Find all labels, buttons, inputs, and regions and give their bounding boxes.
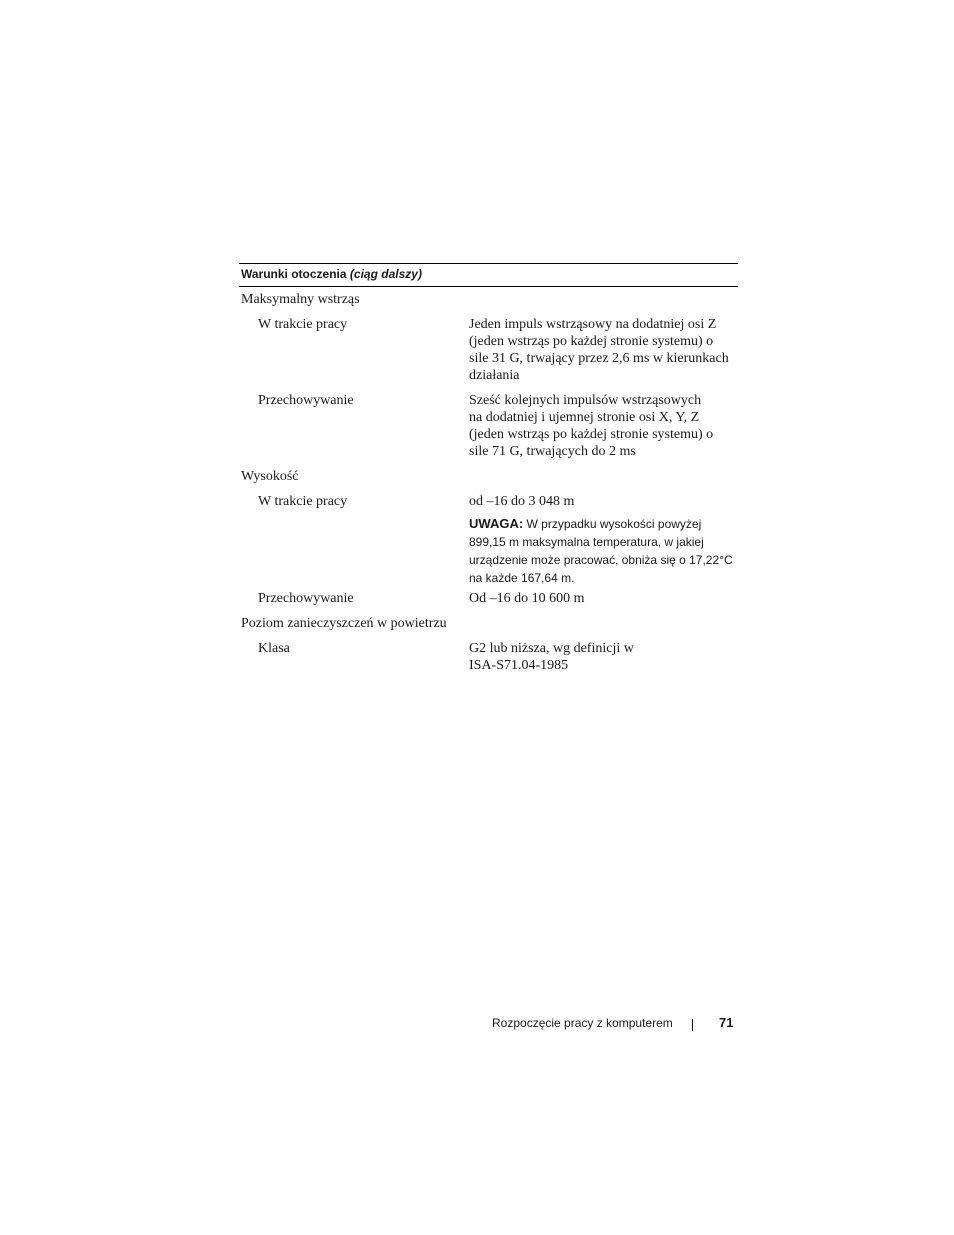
row-value xyxy=(469,493,739,587)
row-label: Klasa xyxy=(258,641,290,656)
environment-table xyxy=(239,263,738,673)
row-value xyxy=(469,392,739,460)
note-line: na każde 167,64 m. xyxy=(469,571,575,585)
page-number: 71 xyxy=(719,1015,734,1030)
section-title: Poziom zanieczyszczeń w powietrzu xyxy=(241,616,447,631)
row-value xyxy=(469,640,739,674)
value-line: działania xyxy=(469,368,520,383)
footer-separator xyxy=(692,1019,693,1031)
table-header-title: Warunki otoczenia xyxy=(241,267,347,281)
value-line: sile 71 G, trwających do 2 ms xyxy=(469,444,636,459)
row-value xyxy=(469,590,739,607)
value-line: G2 lub niższa, wg definicji w xyxy=(469,641,634,656)
row-label: W trakcie pracy xyxy=(258,317,348,332)
note xyxy=(469,515,739,587)
note-line: 899,15 m maksymalna temperatura, w jakiej xyxy=(469,535,704,549)
value-line: Od –16 do 10 600 m xyxy=(469,591,585,606)
row-value xyxy=(469,316,739,384)
value-line: na dodatniej i ujemnej stronie osi X, Y, Z xyxy=(469,410,700,425)
value-line: od –16 do 3 048 m xyxy=(469,494,575,509)
row-label: W trakcie pracy xyxy=(258,494,348,509)
value-line: sile 31 G, trwający przez 2,6 ms w kierunkach xyxy=(469,351,729,366)
note-label: UWAGA: xyxy=(469,516,524,531)
footer-title: Rozpoczęcie pracy z komputerem xyxy=(492,1016,673,1030)
row-label: Przechowywanie xyxy=(258,393,354,408)
note-line: urządzenie może pracować, obniża się o 17,22°C xyxy=(469,553,733,567)
note-line: W przypadku wysokości powyżej xyxy=(526,517,702,531)
value-line: (jeden wstrząs po każdej stronie systemu) o xyxy=(469,334,714,349)
table-header-continued: (ciąg dalszy) xyxy=(349,267,422,281)
section-title: Maksymalny wstrząs xyxy=(241,292,360,307)
value-line: Sześć kolejnych impulsów wstrząsowych xyxy=(469,393,702,408)
value-line: Jeden impuls wstrząsowy na dodatniej osi Z xyxy=(469,317,717,332)
table-body xyxy=(239,263,738,683)
value-line: ISA-S71.04-1985 xyxy=(469,658,569,673)
section-title: Wysokość xyxy=(241,469,299,484)
row-label: Przechowywanie xyxy=(258,591,354,606)
value-line: (jeden wstrząs po każdej stronie systemu) o xyxy=(469,427,714,442)
